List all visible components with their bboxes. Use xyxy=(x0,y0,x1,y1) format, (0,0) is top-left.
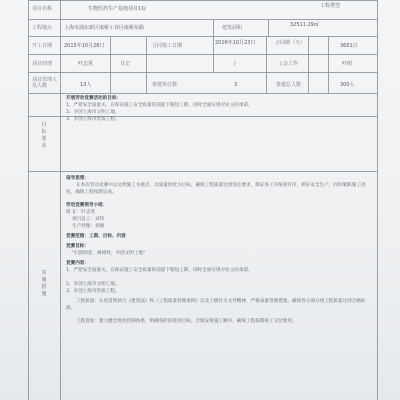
target-title: 竞赛目标： xyxy=(66,244,89,249)
project-name-label: 项目名称 xyxy=(32,6,53,12)
org-member: 生产经理：刘强 xyxy=(72,224,105,229)
contract-end-value: 2016年10月23日 xyxy=(215,40,256,46)
table-rule xyxy=(28,93,378,94)
section-measures-label: 实施措施 xyxy=(41,270,47,297)
union-work-label: 工会工作 xyxy=(278,61,299,67)
org-leader: 组 长：叶志英 xyxy=(66,210,96,215)
table-rule xyxy=(28,19,378,20)
staff-count-label: 项目管理人员人数 xyxy=(32,77,58,89)
project-name-value: 生物医药生产基地项目1标 xyxy=(88,6,147,12)
table-rule xyxy=(28,54,378,55)
goal-item: 1、严把安全质量关，在保证施工安全质量的前提下缩短工期，同时全面实现对业主的承诺。 xyxy=(66,103,253,108)
building-area-label: 建筑面积 xyxy=(222,25,243,31)
table-rule xyxy=(328,36,329,93)
total-workers-label: 参建总人数 xyxy=(276,82,302,88)
org-member: 项目总工：刘伟 xyxy=(72,217,105,222)
table-rule xyxy=(268,19,269,36)
table-rule xyxy=(110,36,111,93)
table-rule xyxy=(377,0,378,400)
diary-label: 日记 xyxy=(120,61,131,67)
table-rule xyxy=(213,19,214,72)
project-manager-value: 叶志英 xyxy=(78,61,94,67)
guide-text: 在本次劳动竞赛中以文明施工为重点，以质量创优为目标，确保工程质量达到预定要求，保证各工序衔接有序，抓好安全生产，同时紧抓施工进度，确保工程按期完成。 xyxy=(66,183,366,195)
start-date-label: 开工日期 xyxy=(32,43,53,49)
table-rule xyxy=(308,36,309,93)
target-text: "扫黑除恶，树榜样，共创文明工地" xyxy=(72,251,146,256)
unit-count-value: 3 xyxy=(234,82,238,88)
goal-title: 开展劳动竞赛活动的目标： xyxy=(66,96,122,101)
contract-days-value: 3661日 xyxy=(340,43,358,49)
union-work-value: 叶绍 xyxy=(342,61,353,67)
scope-title: 竞赛范围：工期、目标、内容 xyxy=(66,234,126,239)
content-item: 1、严把安全质量关，在保证施工安全质量的前提下缩短工期，同时全面实现对业主的承诺。 xyxy=(66,268,253,273)
detail-item: 工程进度：建立健全进度控制体系，明确各阶段进度目标，合理安排施工顺序，确保工程按期竣工交付使用。 xyxy=(76,319,297,324)
form-table xyxy=(28,0,378,400)
contract-days-label: 合同期（天） xyxy=(275,40,306,46)
guide-title: 指导思想： xyxy=(66,176,89,181)
section-goal-label: 目标要求 xyxy=(41,122,47,149)
total-workers-value: 300人 xyxy=(340,82,355,88)
content-title: 竞赛内容： xyxy=(66,261,89,266)
table-rule xyxy=(60,0,61,400)
staff-count-value: 13人 xyxy=(80,82,92,88)
table-rule xyxy=(266,36,267,93)
table-rule xyxy=(146,36,147,93)
table-rule xyxy=(28,72,378,73)
table-rule xyxy=(28,36,378,37)
content-item: 2、争创上海市文明工地。 xyxy=(66,282,120,287)
project-manager-label: 项目经理 xyxy=(32,61,53,67)
project-location-label: 工程地点 xyxy=(32,25,53,31)
project-type-value: 工程类型 xyxy=(320,3,341,9)
table-rule xyxy=(28,0,29,400)
start-date-value: 2015年10月28日 xyxy=(64,43,105,49)
goal-item: 2、争创上海市文明工地。 xyxy=(66,110,120,115)
goal-item: 3、争创上海市优质工程。 xyxy=(66,117,120,122)
diary-value: / xyxy=(234,61,236,67)
contract-end-label: 合同竣工日期 xyxy=(152,43,183,49)
table-rule xyxy=(28,171,378,172)
table-rule xyxy=(28,0,378,1)
unit-count-label: 参建单位数 xyxy=(152,82,178,88)
building-area-value: 32511.29㎡ xyxy=(290,22,319,28)
org-title: 劳动竞赛领导小组： xyxy=(66,203,108,208)
detail-item: 工程质量：认真贯彻执行《建筑法》和《工程质量管理条例》以及上级有关文件精神，严格质量管理措施，确保各分部分项工程质量达到合格标准。 xyxy=(66,299,366,311)
content-item: 3、争创上海市优质工程。 xyxy=(66,289,120,294)
project-location-value: 上海市浦东新区康桥工业区康桥东路 xyxy=(64,25,145,31)
